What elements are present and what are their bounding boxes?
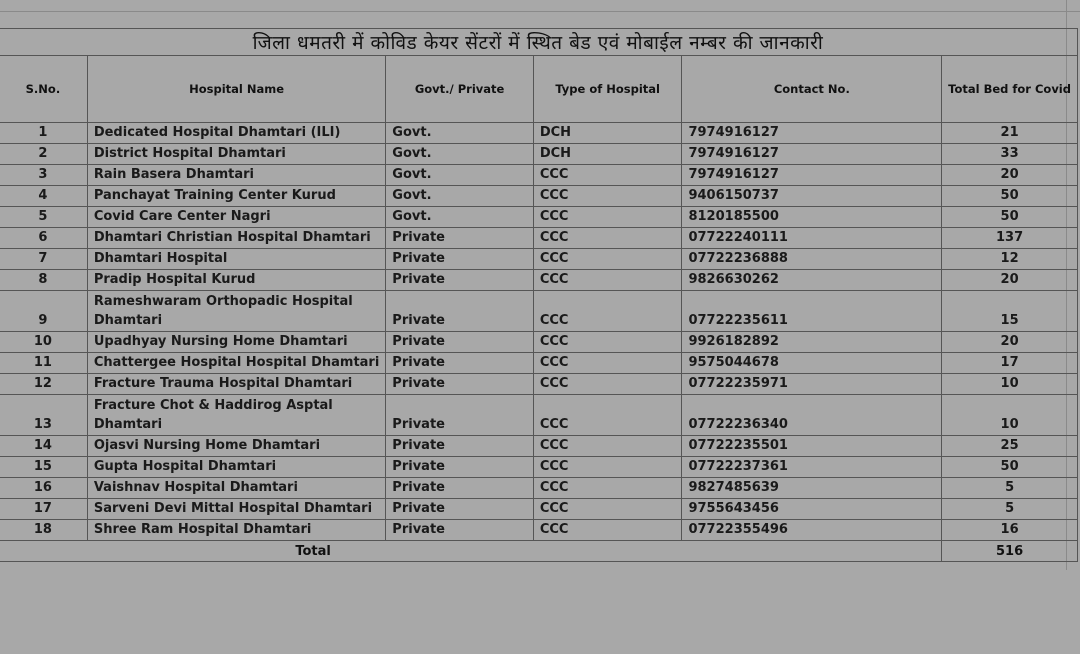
cell-hospital-type: CCC: [533, 395, 682, 436]
cell-govt-private: Private: [386, 478, 534, 499]
column-header-sno: S.No.: [0, 56, 87, 123]
cell-hospital-name: Dhamtari Hospital: [87, 249, 385, 270]
cell-govt-private: Private: [386, 499, 534, 520]
cell-sno: 8: [0, 270, 87, 291]
cell-hospital-name: District Hospital Dhamtari: [87, 144, 385, 165]
cell-contact: 9827485639: [682, 478, 942, 499]
cell-total-beds: 50: [942, 207, 1078, 228]
table-row: [0, 186, 1078, 207]
cell-total-beds: 50: [942, 457, 1078, 478]
cell-hospital-type: CCC: [533, 165, 682, 186]
hospital-bed-table: [0, 28, 1078, 562]
cell-sno: 12: [0, 374, 87, 395]
table-row: [0, 228, 1078, 249]
cell-contact: 9575044678: [682, 353, 942, 374]
cell-govt-private: Private: [386, 249, 534, 270]
cell-total-beds: 5: [942, 478, 1078, 499]
cell-total-beds: 21: [942, 123, 1078, 144]
cell-total-beds: 25: [942, 436, 1078, 457]
cell-govt-private: Private: [386, 457, 534, 478]
total-row: [0, 541, 1078, 562]
cell-total-beds: 50: [942, 186, 1078, 207]
cell-hospital-name: Panchayat Training Center Kurud: [87, 186, 385, 207]
cell-hospital-name: Dedicated Hospital Dhamtari (ILI): [87, 123, 385, 144]
table-row: [0, 144, 1078, 165]
cell-hospital-type: DCH: [533, 123, 682, 144]
cell-hospital-type: CCC: [533, 478, 682, 499]
cell-total-beds: 15: [942, 291, 1078, 332]
table-row: [0, 478, 1078, 499]
cell-total-beds: 5: [942, 499, 1078, 520]
cell-hospital-name: Fracture Chot & Haddirog Asptal Dhamtari: [87, 395, 385, 436]
cell-sno: 4: [0, 186, 87, 207]
cell-sno: 2: [0, 144, 87, 165]
table-row: [0, 457, 1078, 478]
cell-sno: 14: [0, 436, 87, 457]
cell-sno: 13: [0, 395, 87, 436]
cell-total-beds: 20: [942, 332, 1078, 353]
page-title: जिला धमतरी में कोविड केयर सेंटरों में स्थित बेड एवं मोबाईल नम्बर की जानकारी: [0, 29, 1078, 56]
cell-contact: 7974916127: [682, 123, 942, 144]
cell-hospital-name: Pradip Hospital Kurud: [87, 270, 385, 291]
cell-contact: 7974916127: [682, 144, 942, 165]
cell-contact: 07722236888: [682, 249, 942, 270]
cell-sno: 7: [0, 249, 87, 270]
cell-hospital-type: CCC: [533, 207, 682, 228]
table-row: [0, 499, 1078, 520]
cell-hospital-type: CCC: [533, 270, 682, 291]
cell-hospital-name: Gupta Hospital Dhamtari: [87, 457, 385, 478]
cell-hospital-name: Fracture Trauma Hospital Dhamtari: [87, 374, 385, 395]
cell-hospital-type: CCC: [533, 374, 682, 395]
cell-govt-private: Private: [386, 270, 534, 291]
cell-govt-private: Private: [386, 332, 534, 353]
cell-contact: 07722235501: [682, 436, 942, 457]
cell-total-beds: 33: [942, 144, 1078, 165]
cell-hospital-type: DCH: [533, 144, 682, 165]
cell-hospital-type: CCC: [533, 332, 682, 353]
cell-total-beds: 16: [942, 520, 1078, 541]
cell-hospital-type: CCC: [533, 186, 682, 207]
cell-contact: 8120185500: [682, 207, 942, 228]
table-row: [0, 395, 1078, 436]
cell-hospital-type: CCC: [533, 291, 682, 332]
table-row: [0, 332, 1078, 353]
table-row: [0, 123, 1078, 144]
cell-contact: 9926182892: [682, 332, 942, 353]
cell-sno: 18: [0, 520, 87, 541]
table-row: [0, 249, 1078, 270]
cell-govt-private: Govt.: [386, 123, 534, 144]
cell-sno: 17: [0, 499, 87, 520]
cell-hospital-type: CCC: [533, 228, 682, 249]
cell-contact: 07722240111: [682, 228, 942, 249]
cell-hospital-type: CCC: [533, 249, 682, 270]
cell-govt-private: Govt.: [386, 144, 534, 165]
cell-govt-private: Govt.: [386, 207, 534, 228]
cell-hospital-name: Shree Ram Hospital Dhamtari: [87, 520, 385, 541]
cell-hospital-type: CCC: [533, 457, 682, 478]
cell-contact: 07722355496: [682, 520, 942, 541]
table-row: [0, 291, 1078, 332]
cell-total-beds: 10: [942, 395, 1078, 436]
cell-contact: 9406150737: [682, 186, 942, 207]
cell-total-beds: 20: [942, 270, 1078, 291]
cell-contact: 07722237361: [682, 457, 942, 478]
cell-contact: 07722235611: [682, 291, 942, 332]
cell-hospital-type: CCC: [533, 520, 682, 541]
cell-hospital-name: Vaishnav Hospital Dhamtari: [87, 478, 385, 499]
cell-total-beds: 137: [942, 228, 1078, 249]
total-beds-value: 516: [942, 541, 1078, 562]
cell-hospital-name: Covid Care Center Nagri: [87, 207, 385, 228]
cell-contact: 9826630262: [682, 270, 942, 291]
column-header-total-beds: Total Bed for Covid: [942, 56, 1078, 123]
table-row: [0, 374, 1078, 395]
cell-sno: 11: [0, 353, 87, 374]
table-row: [0, 165, 1078, 186]
cell-contact: 07722236340: [682, 395, 942, 436]
cell-total-beds: 10: [942, 374, 1078, 395]
cell-hospital-name: Chattergee Hospital Hospital Dhamtari: [87, 353, 385, 374]
column-header-govt-private: Govt./ Private: [386, 56, 534, 123]
cell-sno: 10: [0, 332, 87, 353]
cell-govt-private: Govt.: [386, 186, 534, 207]
cell-govt-private: Private: [386, 374, 534, 395]
cell-hospital-name: Dhamtari Christian Hospital Dhamtari: [87, 228, 385, 249]
cell-govt-private: Private: [386, 436, 534, 457]
cell-sno: 3: [0, 165, 87, 186]
cell-sno: 9: [0, 291, 87, 332]
column-header-contact: Contact No.: [682, 56, 942, 123]
cell-sno: 15: [0, 457, 87, 478]
total-label: Total: [0, 541, 942, 562]
cell-hospital-name: Sarveni Devi Mittal Hospital Dhamtari: [87, 499, 385, 520]
cell-govt-private: Private: [386, 520, 534, 541]
cell-sno: 16: [0, 478, 87, 499]
cell-hospital-type: CCC: [533, 436, 682, 457]
cell-govt-private: Private: [386, 395, 534, 436]
cell-contact: 9755643456: [682, 499, 942, 520]
cell-hospital-type: CCC: [533, 499, 682, 520]
cell-hospital-type: CCC: [533, 353, 682, 374]
cell-govt-private: Private: [386, 353, 534, 374]
cell-contact: 7974916127: [682, 165, 942, 186]
cell-hospital-name: Upadhyay Nursing Home Dhamtari: [87, 332, 385, 353]
cell-total-beds: 12: [942, 249, 1078, 270]
table-row: [0, 270, 1078, 291]
cell-sno: 5: [0, 207, 87, 228]
cell-sno: 6: [0, 228, 87, 249]
table-row: [0, 353, 1078, 374]
cell-total-beds: 17: [942, 353, 1078, 374]
cell-hospital-name: Ojasvi Nursing Home Dhamtari: [87, 436, 385, 457]
cell-hospital-name: Rameshwaram Orthopadic Hospital Dhamtari: [87, 291, 385, 332]
cell-contact: 07722235971: [682, 374, 942, 395]
cell-total-beds: 20: [942, 165, 1078, 186]
header-row: [0, 56, 1078, 123]
cell-govt-private: Govt.: [386, 165, 534, 186]
table-row: [0, 520, 1078, 541]
cell-govt-private: Private: [386, 291, 534, 332]
column-header-hospital-name: Hospital Name: [87, 56, 385, 123]
table-row: [0, 207, 1078, 228]
top-divider: [0, 11, 1080, 12]
cell-hospital-name: Rain Basera Dhamtari: [87, 165, 385, 186]
cell-sno: 1: [0, 123, 87, 144]
column-header-hospital-type: Type of Hospital: [533, 56, 682, 123]
table-row: [0, 436, 1078, 457]
cell-govt-private: Private: [386, 228, 534, 249]
